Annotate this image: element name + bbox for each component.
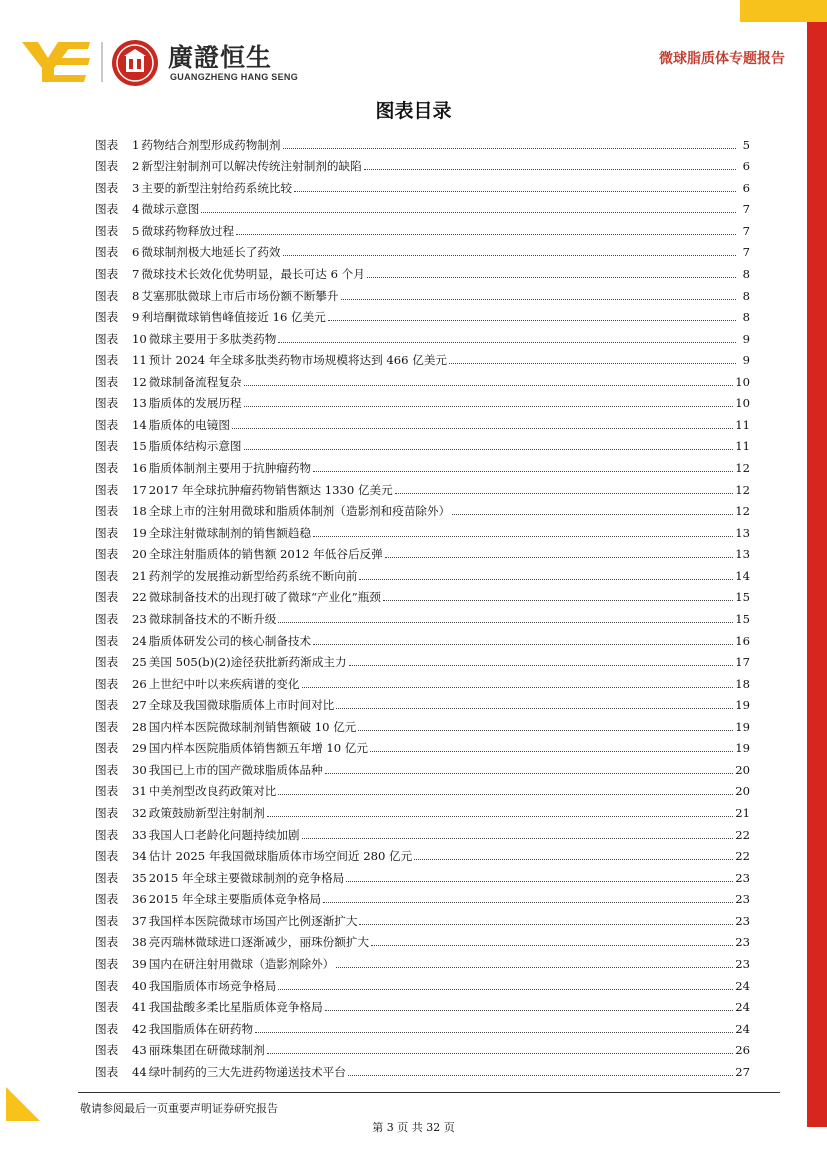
toc-entry-page: 20 bbox=[735, 762, 750, 777]
toc-entry-leader bbox=[201, 212, 736, 213]
toc-entry-leader bbox=[302, 687, 734, 688]
toc-entry-page: 19 bbox=[735, 741, 750, 756]
toc-entry[interactable] bbox=[95, 540, 750, 562]
toc-entry-page: 19 bbox=[735, 719, 750, 734]
toc-entry[interactable] bbox=[95, 928, 750, 950]
toc-entry-number: 34 bbox=[132, 849, 147, 864]
toc-entry-title: 我国脂质体市场竞争格局 bbox=[148, 978, 277, 993]
toc-entry[interactable] bbox=[95, 410, 750, 432]
toc-entry-leader bbox=[283, 255, 736, 256]
toc-entry-title: 新型注射制剂可以解决传统注射制剂的缺陷 bbox=[141, 159, 362, 174]
toc-entry[interactable] bbox=[95, 238, 750, 260]
toc-entry-leader bbox=[283, 148, 736, 149]
toc-entry-number: 7 bbox=[132, 266, 140, 281]
toc-entry-leader bbox=[325, 773, 734, 774]
toc-entry-prefix: 图表 bbox=[95, 266, 119, 281]
toc-entry-page: 12 bbox=[735, 504, 750, 519]
toc-entry[interactable] bbox=[95, 518, 750, 540]
toc-entry[interactable] bbox=[95, 497, 750, 519]
toc-entry-page: 9 bbox=[742, 353, 750, 368]
toc-entry-title: 脂质体的电镜图 bbox=[148, 417, 230, 432]
toc-entry-prefix: 图表 bbox=[95, 849, 119, 864]
toc-entry[interactable] bbox=[95, 324, 750, 346]
toc-entry-leader bbox=[336, 967, 733, 968]
toc-entry-number: 2 bbox=[132, 159, 140, 174]
toc-entry-leader bbox=[359, 924, 733, 925]
toc-entry-prefix: 图表 bbox=[95, 159, 119, 174]
footer-divider bbox=[78, 1092, 780, 1093]
toc-entry-page: 11 bbox=[735, 439, 750, 454]
toc-entry-title: 脂质体研发公司的核心制备技术 bbox=[148, 633, 312, 648]
toc-entry-number: 22 bbox=[132, 590, 147, 605]
toc-entry-title: 微球制备流程复杂 bbox=[148, 374, 242, 389]
toc-entry[interactable] bbox=[95, 798, 750, 820]
toc-entry-prefix: 图表 bbox=[95, 913, 119, 928]
toc-entry-number: 42 bbox=[132, 1021, 147, 1036]
toc-entry-leader bbox=[325, 1010, 734, 1011]
toc-entry-number: 44 bbox=[132, 1064, 147, 1079]
toc-entry-number: 33 bbox=[132, 827, 147, 842]
toc-entry-leader bbox=[278, 794, 733, 795]
toc-entry[interactable] bbox=[95, 259, 750, 281]
toc-entry-prefix: 图表 bbox=[95, 180, 119, 195]
toc-entry[interactable] bbox=[95, 475, 750, 497]
toc-entry-leader bbox=[349, 665, 734, 666]
toc-entry-leader bbox=[232, 428, 733, 429]
toc-entry-title: 绿叶制药的三大先进药物递送技术平台 bbox=[148, 1064, 346, 1079]
toc-entry-leader bbox=[371, 945, 733, 946]
toc-entry[interactable] bbox=[95, 1014, 750, 1036]
toc-entry-page: 13 bbox=[735, 547, 750, 562]
toc-entry-number: 37 bbox=[132, 913, 147, 928]
toc-entry-prefix: 图表 bbox=[95, 1000, 119, 1015]
toc-entry-prefix: 图表 bbox=[95, 762, 119, 777]
toc-entry-leader bbox=[255, 1032, 733, 1033]
toc-entry[interactable] bbox=[95, 863, 750, 885]
toc-entry-title: 我国脂质体在研药物 bbox=[148, 1021, 254, 1036]
toc-entry[interactable] bbox=[95, 885, 750, 907]
toc-entry[interactable] bbox=[95, 303, 750, 325]
toc-entry-page: 12 bbox=[735, 482, 750, 497]
toc-entry-prefix: 图表 bbox=[95, 1021, 119, 1036]
toc-entry-page: 22 bbox=[735, 849, 750, 864]
toc-entry-leader bbox=[364, 169, 736, 170]
toc-entry[interactable] bbox=[95, 734, 750, 756]
toc-entry-page: 24 bbox=[735, 978, 750, 993]
toc-entry-page: 23 bbox=[735, 913, 750, 928]
toc-entry-prefix: 图表 bbox=[95, 935, 119, 950]
toc-entry-page: 20 bbox=[735, 784, 750, 799]
toc-entry-page: 18 bbox=[735, 676, 750, 691]
toc-entry-number: 17 bbox=[132, 482, 147, 497]
toc-entry-prefix: 图表 bbox=[95, 202, 119, 217]
toc-entry-number: 13 bbox=[132, 396, 147, 411]
ye-logo-icon bbox=[22, 38, 90, 84]
toc-entry-page: 21 bbox=[735, 806, 750, 820]
toc-entry-title: 全球注射微球制剂的销售额趋稳 bbox=[148, 525, 312, 540]
toc-entry[interactable] bbox=[95, 842, 750, 864]
toc-entry-title: 政策鼓励新型注射制剂 bbox=[148, 806, 265, 820]
toc-entry-leader bbox=[313, 471, 733, 472]
toc-entry-page: 15 bbox=[735, 590, 750, 605]
toc-entry-title: 我国已上市的国产微球脂质体品种 bbox=[148, 762, 323, 777]
toc-entry[interactable] bbox=[95, 195, 750, 217]
toc-entry-page: 23 bbox=[735, 892, 750, 907]
toc-entry[interactable] bbox=[95, 755, 750, 777]
toc-entry[interactable] bbox=[95, 173, 750, 195]
figure-toc-list bbox=[95, 130, 750, 1079]
toc-entry-prefix: 图表 bbox=[95, 870, 119, 885]
toc-entry-prefix: 图表 bbox=[95, 310, 119, 325]
toc-entry-leader bbox=[244, 449, 734, 450]
toc-entry-number: 15 bbox=[132, 439, 147, 454]
toc-entry-page: 5 bbox=[742, 137, 750, 152]
toc-entry-leader bbox=[346, 881, 733, 882]
toc-entry-title: 亮丙瑞林微球进口逐渐减少，丽珠份额扩大 bbox=[148, 935, 370, 950]
toc-entry-title: 上世纪中叶以来疾病谱的变化 bbox=[148, 676, 300, 691]
toc-entry[interactable] bbox=[95, 453, 750, 475]
toc-entry-prefix: 图表 bbox=[95, 331, 119, 346]
toc-entry-title: 2017 年全球抗肿瘤药物销售额达 1330 亿美元 bbox=[148, 482, 393, 497]
toc-entry-number: 14 bbox=[132, 417, 147, 432]
toc-entry-title: 微球制备技术的不断升级 bbox=[148, 611, 277, 626]
toc-entry-title: 丽珠集团在研微球制剂 bbox=[148, 1043, 265, 1058]
toc-entry[interactable] bbox=[95, 152, 750, 174]
toc-entry-title: 利培酮微球销售峰值接近 16 亿美元 bbox=[141, 310, 326, 325]
toc-entry[interactable] bbox=[95, 389, 750, 411]
toc-entry-page: 7 bbox=[742, 223, 750, 238]
toc-entry-leader bbox=[313, 644, 733, 645]
toc-entry-leader bbox=[244, 385, 734, 386]
toc-heading: 图表目录 bbox=[375, 100, 452, 122]
toc-entry[interactable] bbox=[95, 971, 750, 993]
toc-entry-page: 15 bbox=[735, 611, 750, 626]
toc-entry-prefix: 图表 bbox=[95, 611, 119, 626]
toc-entry-number: 5 bbox=[132, 223, 140, 238]
toc-entry-page: 11 bbox=[735, 417, 750, 432]
toc-entry-number: 21 bbox=[132, 568, 147, 583]
toc-entry-leader bbox=[267, 816, 734, 817]
toc-entry-prefix: 图表 bbox=[95, 590, 119, 605]
toc-entry-prefix: 图表 bbox=[95, 353, 119, 368]
toc-entry[interactable] bbox=[95, 906, 750, 928]
toc-entry-page: 24 bbox=[735, 1000, 750, 1015]
toc-entry-number: 27 bbox=[132, 698, 147, 713]
toc-entry-page: 8 bbox=[742, 288, 750, 303]
toc-entry-prefix: 图表 bbox=[95, 439, 119, 454]
toc-entry-leader bbox=[348, 1075, 733, 1076]
toc-entry[interactable] bbox=[95, 432, 750, 454]
toc-entry-page: 23 bbox=[735, 935, 750, 950]
toc-entry-page: 9 bbox=[742, 331, 750, 346]
toc-entry[interactable] bbox=[95, 1057, 750, 1079]
toc-entry[interactable] bbox=[95, 691, 750, 713]
toc-entry-page: 19 bbox=[735, 698, 750, 713]
toc-entry-page: 22 bbox=[735, 827, 750, 842]
toc-entry[interactable] bbox=[95, 216, 750, 238]
toc-entry-prefix: 图表 bbox=[95, 978, 119, 993]
toc-entry-leader bbox=[244, 406, 734, 407]
toc-entry-title: 我国样本医院微球市场国产比例逐渐扩大 bbox=[148, 913, 358, 928]
toc-entry-leader bbox=[395, 493, 733, 494]
toc-entry-prefix: 图表 bbox=[95, 288, 119, 303]
toc-entry-prefix: 图表 bbox=[95, 525, 119, 540]
footer-corner-decoration bbox=[6, 1087, 40, 1121]
toc-entry-prefix: 图表 bbox=[95, 374, 119, 389]
toc-entry-number: 1 bbox=[132, 137, 140, 152]
toc-entry-leader bbox=[302, 838, 734, 839]
toc-entry-title: 药物结合剂型形成药物制剂 bbox=[141, 137, 281, 152]
toc-entry[interactable] bbox=[95, 626, 750, 648]
toc-entry-leader bbox=[278, 989, 733, 990]
toc-entry-leader bbox=[294, 191, 736, 192]
toc-entry-number: 36 bbox=[132, 892, 147, 907]
toc-entry-leader bbox=[278, 622, 733, 623]
toc-entry-page: 6 bbox=[742, 180, 750, 195]
toc-entry-title: 我国盐酸多柔比星脂质体竞争格局 bbox=[148, 1000, 323, 1015]
toc-entry-leader bbox=[313, 536, 733, 537]
toc-entry-leader bbox=[341, 299, 737, 300]
toc-entry-number: 9 bbox=[132, 310, 140, 325]
toc-entry[interactable] bbox=[95, 561, 750, 583]
toc-entry-number: 31 bbox=[132, 784, 147, 799]
toc-entry-leader bbox=[385, 557, 733, 558]
toc-entry[interactable] bbox=[95, 281, 750, 303]
toc-entry-prefix: 图表 bbox=[95, 676, 119, 691]
toc-entry-prefix: 图表 bbox=[95, 633, 119, 648]
toc-entry-number: 32 bbox=[132, 806, 147, 820]
toc-entry-title: 药剂学的发展推动新型给药系统不断向前 bbox=[148, 568, 358, 583]
toc-entry-prefix: 图表 bbox=[95, 482, 119, 497]
toc-entry-title: 微球主要用于多肽类药物 bbox=[148, 331, 277, 346]
toc-entry-title: 预计 2024 年全球多肽类药物市场规模将达到 466 亿美元 bbox=[148, 353, 448, 368]
toc-entry-page: 26 bbox=[735, 1043, 750, 1058]
toc-entry[interactable] bbox=[95, 367, 750, 389]
toc-entry-page: 14 bbox=[735, 568, 750, 583]
toc-entry-number: 23 bbox=[132, 611, 147, 626]
toc-entry-prefix: 图表 bbox=[95, 892, 119, 907]
footer-disclaimer: 敬请参阅最后一页重要声明证券研究报告 bbox=[80, 1102, 278, 1115]
toc-entry-prefix: 图表 bbox=[95, 698, 119, 713]
toc-entry-title: 2015 年全球主要微球制剂的竞争格局 bbox=[148, 870, 345, 885]
toc-entry-page: 27 bbox=[735, 1064, 750, 1079]
toc-entry-leader bbox=[359, 579, 733, 580]
toc-entry-prefix: 图表 bbox=[95, 396, 119, 411]
toc-entry-number: 26 bbox=[132, 676, 147, 691]
toc-entry-page: 10 bbox=[735, 374, 750, 389]
toc-entry-title: 主要的新型注射给药系统比较 bbox=[141, 180, 293, 195]
toc-entry-number: 8 bbox=[132, 288, 140, 303]
toc-entry-prefix: 图表 bbox=[95, 719, 119, 734]
toc-entry-title: 微球示意图 bbox=[141, 202, 200, 217]
toc-entry-prefix: 图表 bbox=[95, 784, 119, 799]
toc-entry-number: 6 bbox=[132, 245, 140, 260]
toc-entry[interactable] bbox=[95, 604, 750, 626]
toc-entry-number: 24 bbox=[132, 633, 147, 648]
toc-entry-page: 10 bbox=[735, 396, 750, 411]
toc-entry-title: 2015 年全球主要脂质体竞争格局 bbox=[148, 892, 322, 907]
toc-entry[interactable] bbox=[95, 669, 750, 691]
toc-entry-number: 18 bbox=[132, 504, 147, 519]
toc-entry-prefix: 图表 bbox=[95, 827, 119, 842]
toc-entry-title: 微球药物释放过程 bbox=[141, 223, 235, 238]
toc-entry[interactable] bbox=[95, 712, 750, 734]
toc-entry-title: 估计 2025 年我国微球脂质体市场空间近 280 亿元 bbox=[148, 849, 413, 864]
toc-entry-prefix: 图表 bbox=[95, 547, 119, 562]
toc-entry-number: 10 bbox=[132, 331, 147, 346]
toc-entry[interactable] bbox=[95, 820, 750, 842]
toc-entry-page: 8 bbox=[742, 310, 750, 325]
toc-entry[interactable] bbox=[95, 949, 750, 971]
toc-entry-leader bbox=[367, 277, 736, 278]
toc-entry-page: 13 bbox=[735, 525, 750, 540]
toc-entry-number: 16 bbox=[132, 461, 147, 475]
toc-entry-leader bbox=[383, 600, 733, 601]
toc-entry-leader bbox=[414, 859, 733, 860]
toc-entry-number: 38 bbox=[132, 935, 147, 950]
report-title: 微球脂质体专题报告 bbox=[659, 51, 785, 67]
toc-entry-leader bbox=[267, 1053, 734, 1054]
toc-entry-title: 美国 505(b)(2)途径获批新药渐成主力 bbox=[148, 655, 347, 670]
toc-entry-number: 4 bbox=[132, 202, 140, 217]
toc-entry-prefix: 图表 bbox=[95, 1064, 119, 1079]
toc-entry-prefix: 图表 bbox=[95, 1043, 119, 1058]
toc-entry-title: 微球制备技术的出现打破了微球“产业化”瓶颈 bbox=[148, 590, 381, 605]
toc-entry-number: 39 bbox=[132, 956, 147, 971]
toc-entry-leader bbox=[336, 708, 733, 709]
toc-entry[interactable] bbox=[95, 777, 750, 799]
toc-entry-number: 40 bbox=[132, 978, 147, 993]
toc-entry-page: 24 bbox=[735, 1021, 750, 1036]
logo-divider bbox=[101, 42, 103, 82]
toc-entry-number: 12 bbox=[132, 374, 147, 389]
toc-entry-page: 23 bbox=[735, 870, 750, 885]
toc-entry-page: 16 bbox=[735, 633, 750, 648]
toc-entry-number: 28 bbox=[132, 719, 147, 734]
toc-entry-leader bbox=[358, 730, 733, 731]
toc-entry-number: 35 bbox=[132, 870, 147, 885]
toc-entry-page: 7 bbox=[742, 202, 750, 217]
toc-entry-leader bbox=[449, 363, 736, 364]
toc-entry-title: 艾塞那肽微球上市后市场份额不断攀升 bbox=[141, 288, 339, 303]
toc-entry[interactable] bbox=[95, 583, 750, 605]
company-seal-icon bbox=[112, 40, 158, 86]
toc-entry[interactable] bbox=[95, 648, 750, 670]
toc-entry-page: 8 bbox=[742, 266, 750, 281]
toc-entry-number: 3 bbox=[132, 180, 140, 195]
toc-entry-prefix: 图表 bbox=[95, 806, 119, 820]
toc-entry-prefix: 图表 bbox=[95, 137, 119, 152]
toc-entry-leader bbox=[370, 751, 733, 752]
toc-entry-page: 17 bbox=[735, 655, 750, 670]
toc-entry-title: 脂质体制剂主要用于抗肿瘤药物 bbox=[148, 461, 312, 475]
toc-entry-number: 43 bbox=[132, 1043, 147, 1058]
side-accent-bar bbox=[807, 22, 827, 1127]
brand-name-en: GUANGZHENG HANG SENG bbox=[170, 72, 299, 82]
toc-entry-leader bbox=[278, 342, 736, 343]
toc-entry[interactable] bbox=[95, 346, 750, 368]
toc-entry-prefix: 图表 bbox=[95, 245, 119, 260]
toc-entry-prefix: 图表 bbox=[95, 741, 119, 756]
toc-entry-number: 20 bbox=[132, 547, 147, 562]
toc-entry-title: 中美剂型改良药政策对比 bbox=[148, 784, 277, 799]
toc-entry-title: 全球及我国微球脂质体上市时间对比 bbox=[148, 698, 335, 713]
toc-entry[interactable] bbox=[95, 1036, 750, 1058]
toc-entry[interactable] bbox=[95, 993, 750, 1015]
toc-entry-prefix: 图表 bbox=[95, 504, 119, 519]
toc-entry-title: 国内样本医院微球制剂销售额破 10 亿元 bbox=[148, 719, 357, 734]
toc-entry-number: 19 bbox=[132, 525, 147, 540]
toc-entry-prefix: 图表 bbox=[95, 223, 119, 238]
brand-name-cn: 廣證恒生 bbox=[168, 43, 273, 72]
toc-entry-title: 全球上市的注射用微球和脂质体制剂（造影剂和疫苗除外） bbox=[148, 504, 451, 519]
toc-entry-number: 41 bbox=[132, 1000, 147, 1015]
toc-entry-title: 微球制剂极大地延长了药效 bbox=[141, 245, 281, 260]
toc-entry-leader bbox=[328, 320, 736, 321]
toc-entry-title: 脂质体的发展历程 bbox=[148, 396, 242, 411]
toc-entry-page: 6 bbox=[742, 159, 750, 174]
toc-entry-leader bbox=[236, 234, 736, 235]
toc-entry-page: 12 bbox=[735, 461, 750, 475]
toc-entry-page: 7 bbox=[742, 245, 750, 260]
toc-entry-number: 29 bbox=[132, 741, 147, 756]
toc-entry-title: 国内在研注射用微球（造影剂除外） bbox=[148, 956, 335, 971]
toc-entry-title: 国内样本医院脂质体销售额五年增 10 亿元 bbox=[148, 741, 368, 756]
toc-entry-number: 11 bbox=[132, 353, 147, 368]
toc-entry-prefix: 图表 bbox=[95, 461, 119, 475]
toc-entry-title: 微球技术长效化优势明显，最长可达 6 个月 bbox=[141, 266, 365, 281]
toc-entry-prefix: 图表 bbox=[95, 417, 119, 432]
page-number: 第 3 页 共 32 页 bbox=[372, 1121, 455, 1134]
toc-entry-title: 我国人口老龄化问题持续加剧 bbox=[148, 827, 300, 842]
toc-entry-leader bbox=[323, 902, 733, 903]
toc-entry[interactable] bbox=[95, 130, 750, 152]
header-corner-decoration bbox=[740, 0, 827, 22]
toc-entry-leader bbox=[452, 514, 733, 515]
toc-entry-prefix: 图表 bbox=[95, 956, 119, 971]
toc-entry-prefix: 图表 bbox=[95, 568, 119, 583]
toc-entry-prefix: 图表 bbox=[95, 655, 119, 670]
toc-entry-number: 25 bbox=[132, 655, 147, 670]
toc-entry-title: 全球注射脂质体的销售额 2012 年低谷后反弹 bbox=[148, 547, 383, 562]
toc-entry-page: 23 bbox=[735, 956, 750, 971]
toc-entry-title: 脂质体结构示意图 bbox=[148, 439, 242, 454]
toc-entry-number: 30 bbox=[132, 762, 147, 777]
